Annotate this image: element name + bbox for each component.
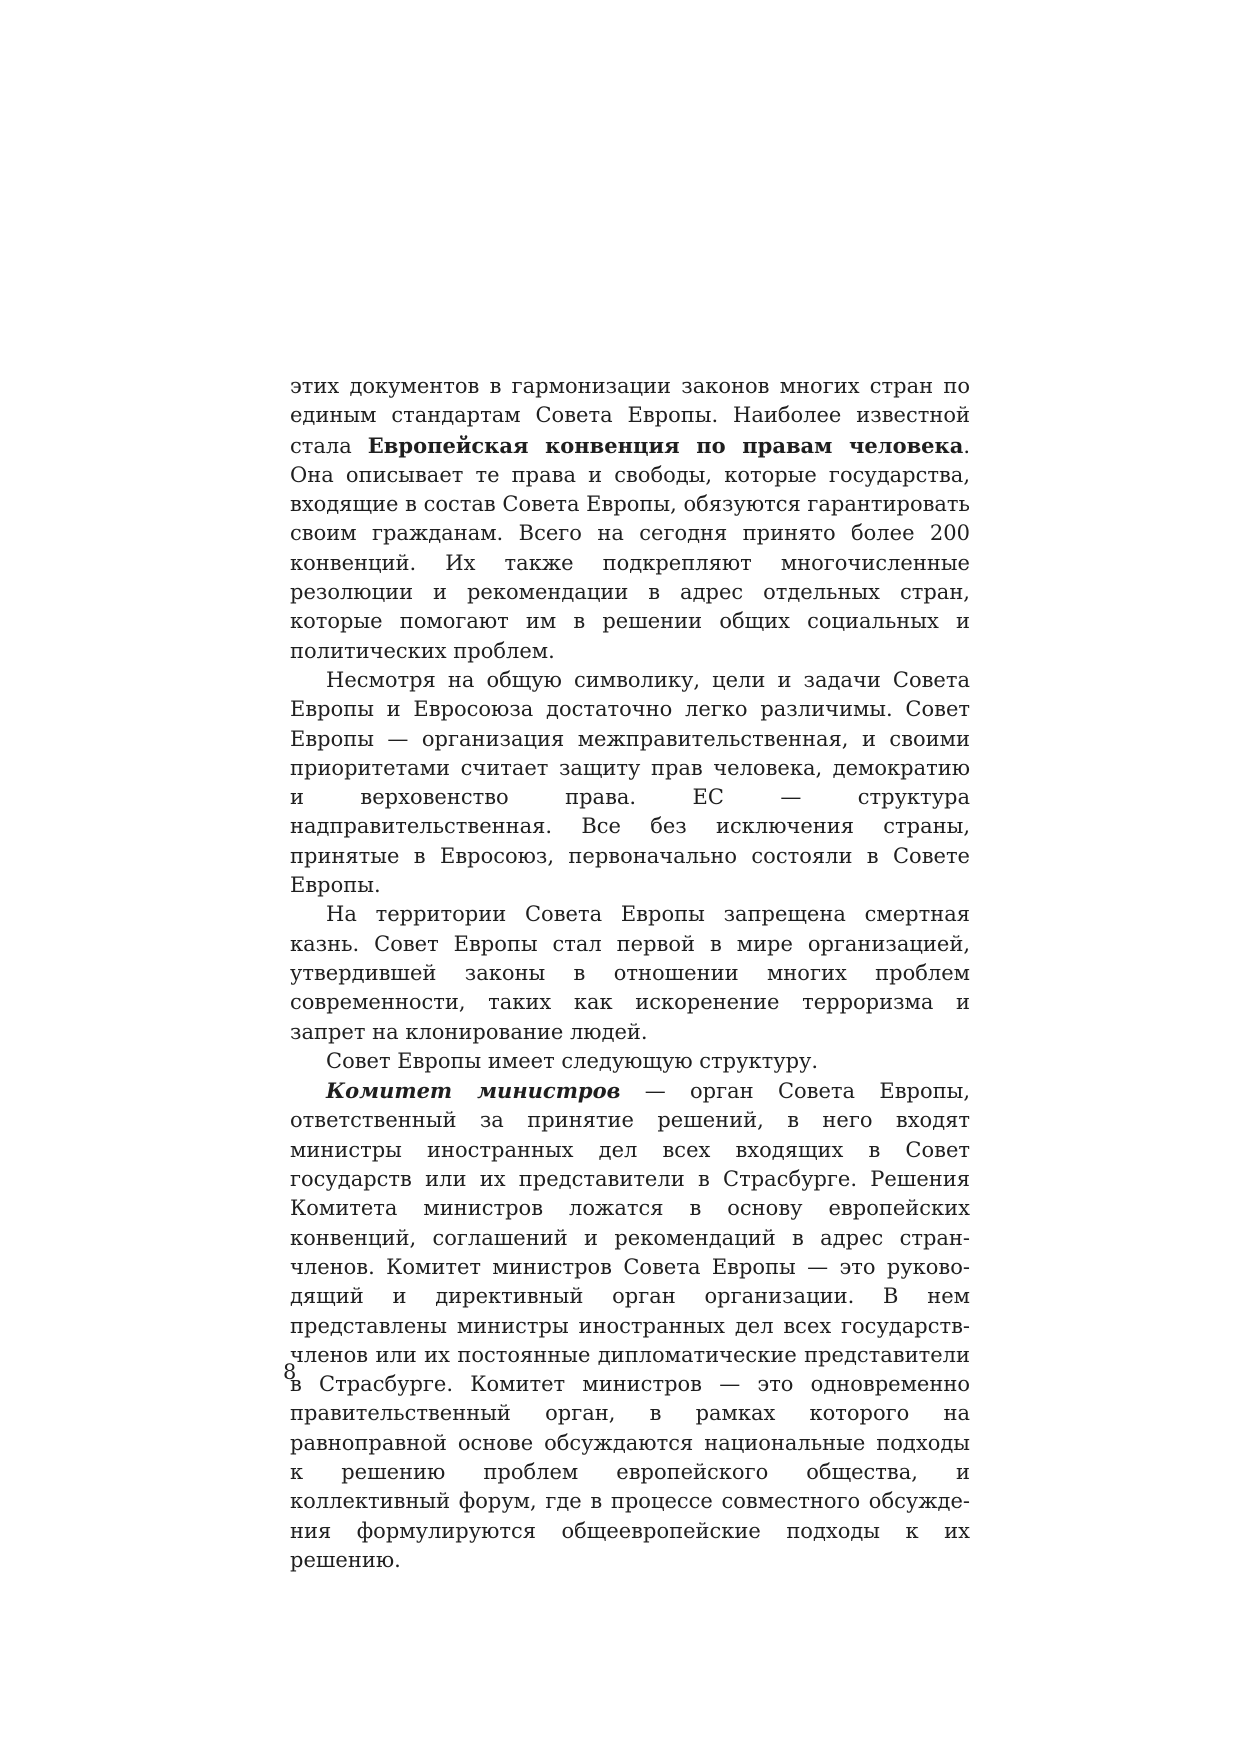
paragraph [290, 372, 970, 666]
page-number: 8 [283, 1360, 297, 1384]
paragraph-text: этих документов в гармонизации законов многих стран по единым стандартам Совета Европы. Наиболее известной стала [290, 374, 970, 458]
paragraph-text: . Она описывает те права и свободы, которые государства, входящие в состав Совета Европы, обязуются гарантировать своим гражданам. Всего на сегодня принято более 200 конвенций. Их также подкрепляют многочисленные резолюции и рекомендации в адрес отдельных стран, которые помогают им в решении общих социальных и политических проблем. [290, 433, 971, 663]
paragraph [290, 1076, 970, 1575]
paragraph: Совет Европы имеет следующую структуру. [326, 1048, 819, 1073]
paragraph: Несмотря на общую символику, цели и задачи Совета Европы и Евросоюза достаточно легко различимы. Совет Европы — организация межправительственная, и своими приоритетами считает защиту прав человека, демократию и верховенство права. ЕС — структура надправительственная. Все без исключения страны, принятые в Евросоюз, первоначально состояли в Совете Европы. [290, 667, 970, 898]
body-text [290, 372, 970, 1575]
italic-term: Комитет министров [326, 1078, 621, 1104]
bold-term: Европейская конвенция по правам человека [367, 432, 964, 458]
paragraph-text: — орган Совета Европы, ответственный за принятие решений, в него входят министры иностранных дел всех входящих в Совет государств или их представители в Страсбурге. Решения Комитета министров ложатся в основу европейских конвенций, соглашений и рекомендаций в адрес стран-членов. Комитет министров Совета Европы — это руководящий и директивный орган организации. В нем представлены министры иностранных дел всех государств-членов или их постоянные дипломатические представители в Страсбурге. Комитет министров — это одновременно правительственный орган, в рамках которого на равноправной основе обсуждаются национальные подходы к решению проблем европейского общества, и коллективный форум, где в процессе совместного обсуждения формулируются общеевропейские подходы к их решению. [290, 1079, 970, 1572]
paragraph: На территории Совета Европы запрещена смертная казнь. Совет Европы стал первой в мире организацией, утвердившей законы в отношении многих проблем современности, таких как искоренение терроризма и запрет на клонирование людей. [290, 902, 970, 1044]
